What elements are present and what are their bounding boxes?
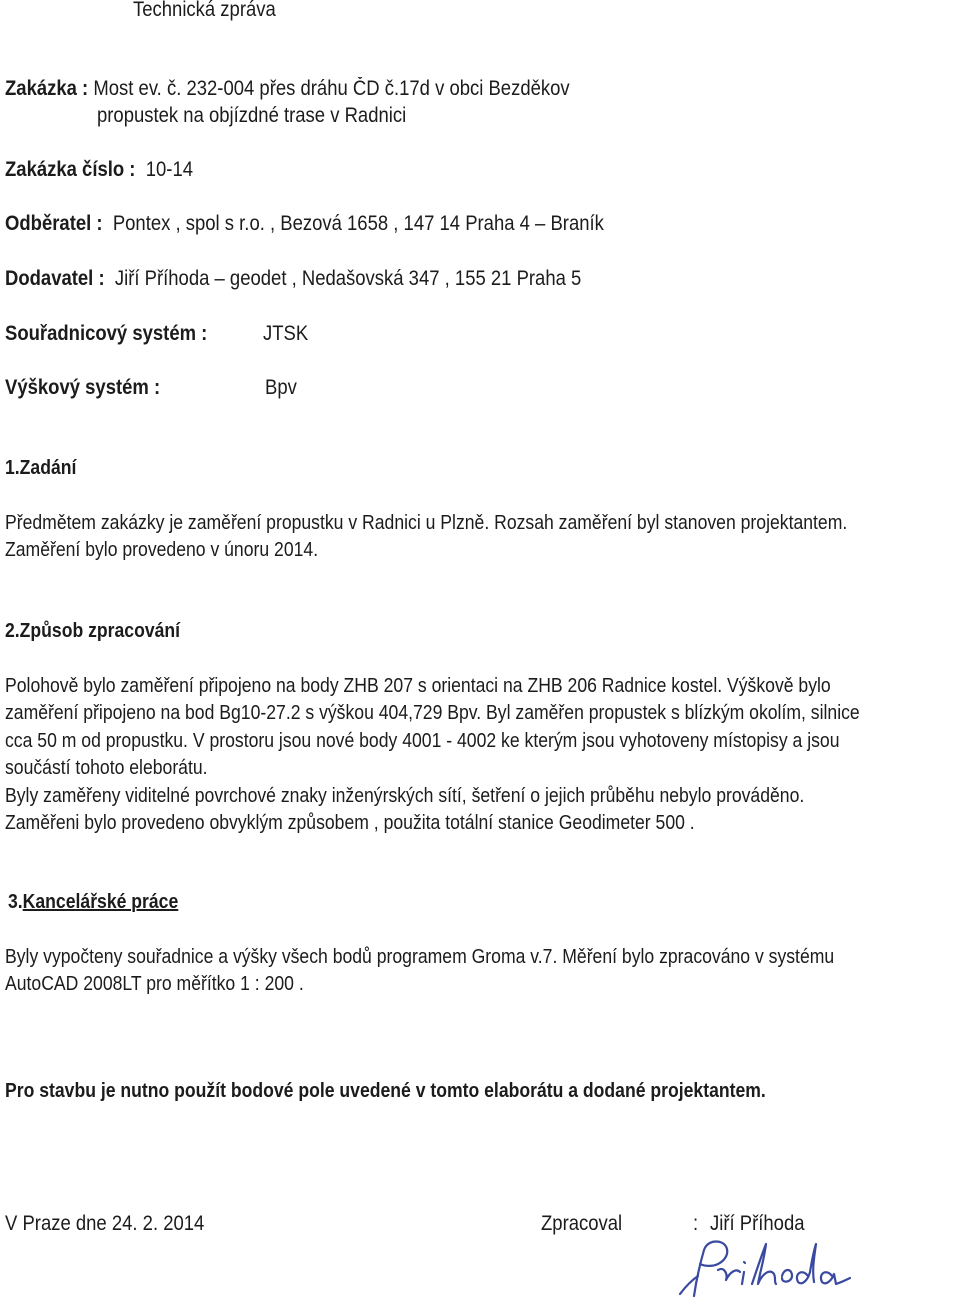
souradnicovy-value: JTSK bbox=[263, 322, 309, 345]
section-3-heading bbox=[8, 891, 201, 914]
dodavatel-label: Dodavatel : bbox=[5, 267, 105, 290]
section-2-line: součástí tohoto eleborátu. bbox=[5, 757, 208, 780]
zakazka-cislo-label: Zakázka číslo : bbox=[5, 158, 136, 181]
zakazka-value-line2: propustek na objízdné trase v Radnici bbox=[97, 104, 407, 127]
zakazka-label: Zakázka : bbox=[5, 77, 89, 100]
souradnicovy-label: Souřadnicový systém : bbox=[5, 322, 208, 345]
zpracoval-colon: : bbox=[693, 1212, 699, 1235]
zakazka-cislo-row bbox=[5, 158, 219, 182]
section-3-number: 3. bbox=[8, 891, 23, 913]
section-3-line: Byly vypočteny souřadnice a výšky všech bodů programem Groma v.7. Měření bylo zpracováno v systému bbox=[5, 946, 835, 968]
section-1-line: Předmětem zakázky je zaměření propustku v Radnici u Plzně. Rozsah zaměření byl stanoven projektantem. bbox=[5, 512, 848, 534]
section-2-line: Polohově bylo zaměření připojeno na body ZHB 207 s orientaci na ZHB 206 Radnice kostel. Výškově bylo bbox=[5, 675, 831, 697]
section-3-title: Kancelářské práce bbox=[22, 891, 179, 913]
zakazka-row bbox=[5, 77, 647, 101]
handwritten-signature bbox=[672, 1236, 862, 1300]
document-title: Technická zpráva bbox=[133, 0, 276, 21]
section-3-body bbox=[5, 944, 960, 999]
section-2-body bbox=[5, 673, 960, 837]
section-3-line: AutoCAD 2008LT pro měřítko 1 : 200 . bbox=[5, 973, 304, 996]
section-2-line: zaměření připojeno na bod Bg10-27.2 s výškou 404,729 Bpv. Byl zaměřen propustek s blízkým okolím, silnice bbox=[5, 702, 860, 725]
section-1-body bbox=[5, 510, 960, 565]
place-date: V Praze dne 24. 2. 2014 bbox=[5, 1212, 205, 1235]
notice-text: Pro stavbu je nutno použít bodové pole uvedené v tomto elaborátu a dodané projektantem. bbox=[5, 1080, 766, 1102]
section-2-line: Byly zaměřeny viditelné povrchové znaky inženýrských sítí, šetření o jejich průběhu nebylo prováděno. bbox=[5, 784, 805, 807]
zpracoval-label: Zpracoval bbox=[541, 1212, 623, 1235]
zakazka-cislo-value: 10-14 bbox=[145, 158, 194, 181]
zakazka-value: Most ev. č. 232-004 přes dráhu ČD č.17d v obci Bezděkov bbox=[93, 77, 570, 100]
vyskovy-label: Výškový systém : bbox=[5, 376, 161, 399]
section-2-line: cca 50 m od propustku. V prostoru jsou nové body 4001 - 4002 ke kterým jsou vyhotoveny místopisy a jsou bbox=[5, 729, 840, 752]
odberatel-row bbox=[5, 212, 686, 236]
odberatel-value: Pontex , spol s r.o. , Bezová 1658 , 147 14 Praha 4 – Braník bbox=[112, 212, 604, 235]
section-1-heading: 1.Zadání bbox=[5, 457, 77, 479]
section-2-heading: 2.Způsob zpracování bbox=[5, 620, 181, 642]
dodavatel-row bbox=[5, 267, 660, 291]
zpracoval-name: Jiří Příhoda bbox=[710, 1212, 805, 1235]
section-1-line: Zaměření bylo provedeno v únoru 2014. bbox=[5, 539, 319, 562]
vyskovy-value: Bpv bbox=[265, 376, 297, 399]
section-2-line: Zaměřeni bylo provedeno obvyklým způsobem , použita totální stanice Geodimeter 500 . bbox=[5, 812, 695, 835]
dodavatel-value: Jiří Příhoda – geodet , Nedašovská 347 , 155 21 Praha 5 bbox=[114, 267, 582, 290]
odberatel-label: Odběratel : bbox=[5, 212, 103, 235]
